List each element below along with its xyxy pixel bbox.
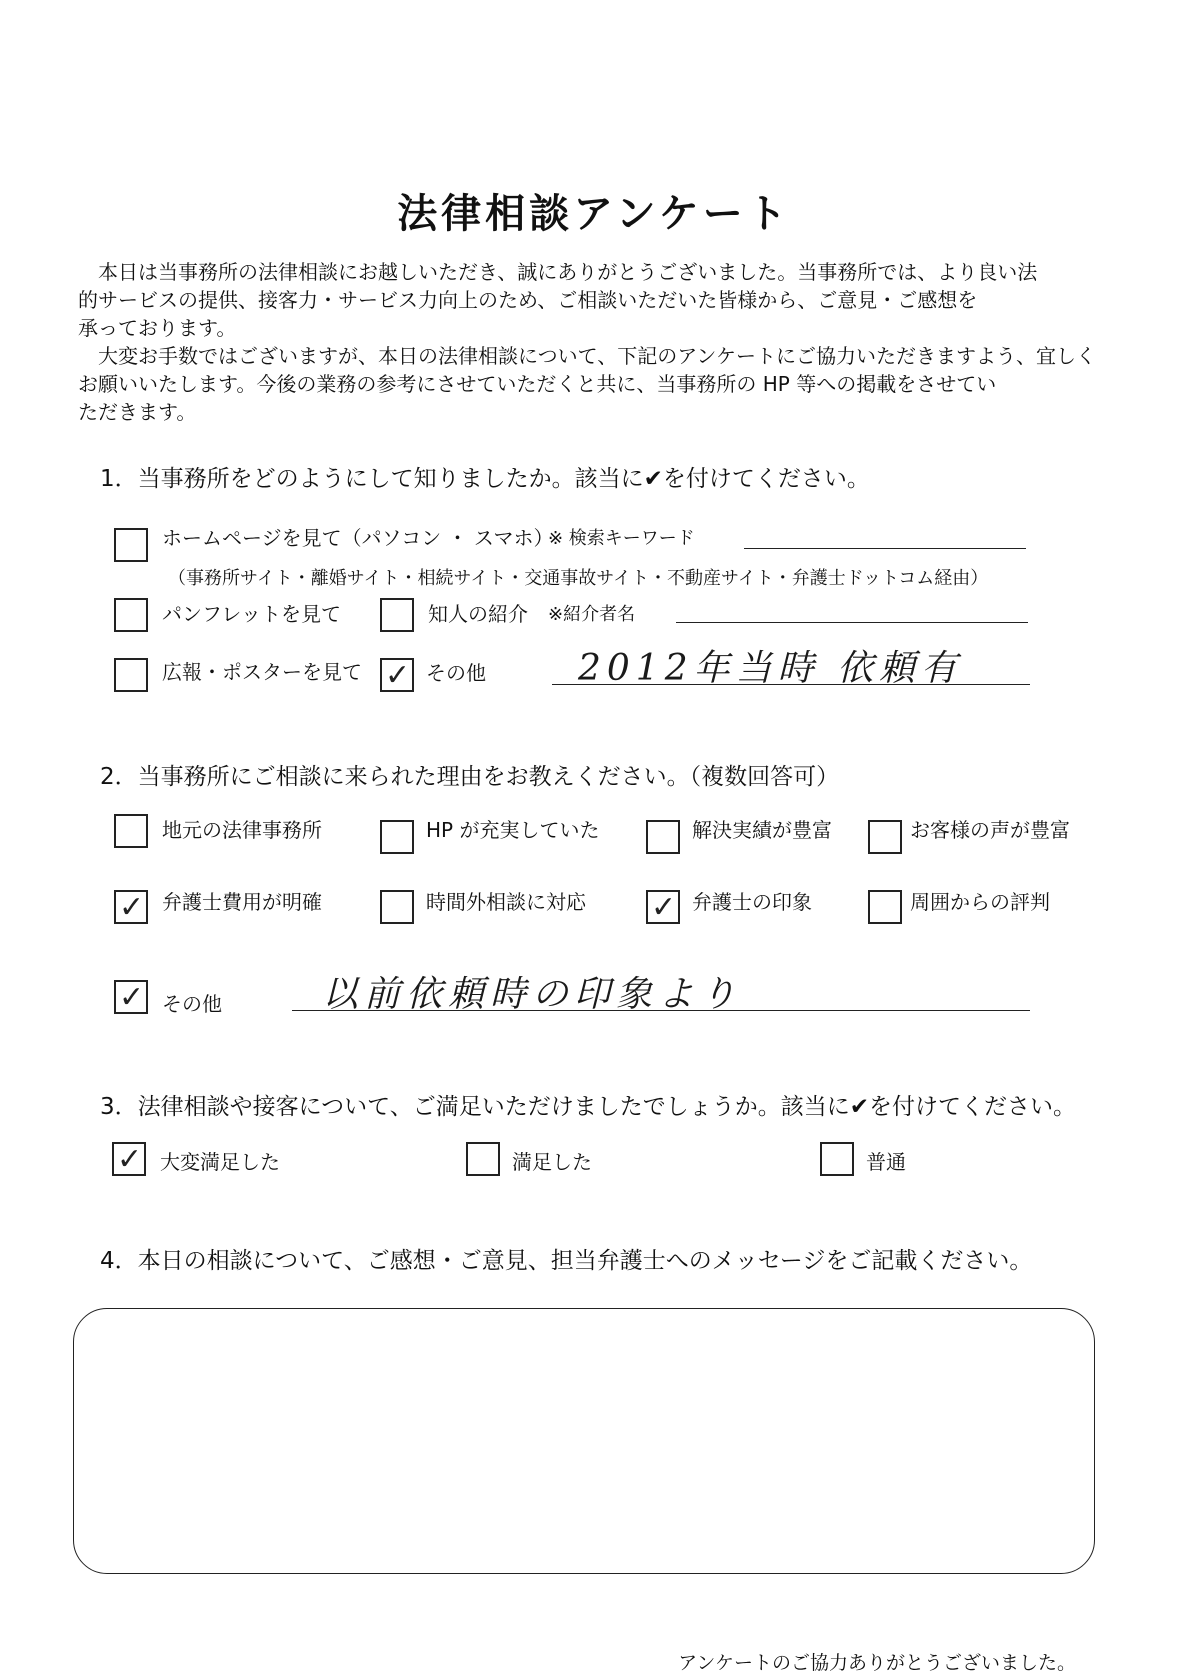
- q3-title: 3．法律相談や接客について、ご満足いただけましたでしょうか。該当に✔を付けてください。: [100, 1094, 1076, 1120]
- q1-other-answer: 2012年当時 依頼有: [578, 648, 964, 689]
- q2-option-checkbox[interactable]: [114, 890, 148, 924]
- q1-keyword-field[interactable]: [744, 548, 1026, 549]
- footer-thanks: アンケートのご協力ありがとうございました。: [678, 1652, 1076, 1674]
- q3-option-checkbox[interactable]: [466, 1142, 500, 1176]
- intro-p2-line2: お願いいたします。今後の業務の参考にさせていただくと共に、当事務所の HP 等への掲載をさせてい: [78, 372, 997, 396]
- q3-option-label: 大変満足した: [160, 1150, 280, 1174]
- q2-option-label: 時間外相談に対応: [426, 890, 586, 914]
- q2-option-label: 解決実績が豊富: [692, 818, 832, 842]
- checkmark-icon: ✓: [119, 890, 145, 925]
- q4-title: 4．本日の相談について、ご感想・ご意見、担当弁護士へのメッセージをご記載ください。: [100, 1248, 1033, 1274]
- q2-other-label: その他: [162, 992, 222, 1016]
- intro-p1-line2: 的サービスの提供、接客力・サービス力向上のため、ご相談いただいた皆様から、ご意見・ご感想を: [78, 288, 978, 312]
- q1-homepage-label: ホームページを見て（パソコン ・ スマホ）: [162, 526, 554, 550]
- q3-option-checkbox[interactable]: [820, 1142, 854, 1176]
- q2-option-checkbox[interactable]: [868, 820, 902, 854]
- q1-homepage-checkbox[interactable]: [114, 528, 148, 562]
- q4-comment-box[interactable]: [73, 1308, 1095, 1574]
- q2-option-checkbox[interactable]: [646, 890, 680, 924]
- q2-option-label: お客様の声が豊富: [910, 818, 1070, 842]
- q1-pamphlet-label: パンフレットを見て: [162, 602, 341, 626]
- page-title: 法律相談アンケート: [397, 191, 791, 237]
- intro-p1-line3: 承っております。: [78, 316, 237, 340]
- q2-option-label: 弁護士費用が明確: [162, 890, 322, 914]
- q1-pamphlet-checkbox[interactable]: [114, 598, 148, 632]
- checkmark-icon: ✓: [119, 980, 145, 1015]
- q1-referral-note: ※紹介者名: [548, 604, 636, 625]
- q1-poster-checkbox[interactable]: [114, 658, 148, 692]
- q2-option-checkbox[interactable]: [380, 890, 414, 924]
- q2-title: 2．当事務所にご相談に来られた理由をお教えください。（複数回答可）: [100, 764, 840, 790]
- q2-other-answer: 以前依頼時の印象より: [322, 974, 743, 1015]
- checkmark-icon: ✓: [385, 658, 411, 693]
- q2-option-label: HP が充実していた: [426, 818, 600, 842]
- q1-other-checkbox[interactable]: [380, 658, 414, 692]
- q3-option-checkbox[interactable]: [112, 1142, 146, 1176]
- checkmark-icon: ✓: [117, 1142, 143, 1177]
- q1-other-field[interactable]: [552, 684, 1030, 685]
- q3-option-label: 満足した: [512, 1150, 592, 1174]
- q1-homepage-sub: （事務所サイト・離婚サイト・相続サイト・交通事故サイト・不動産サイト・弁護士ドットコム経由）: [168, 568, 989, 589]
- checkmark-icon: ✓: [651, 890, 677, 925]
- q2-option-label: 地元の法律事務所: [162, 818, 322, 842]
- q2-option-checkbox[interactable]: [114, 814, 148, 848]
- q1-referral-checkbox[interactable]: [380, 598, 414, 632]
- q1-title: 1．当事務所をどのようにして知りましたか。該当に✔を付けてください。: [100, 466, 870, 492]
- q2-other-checkbox[interactable]: [114, 980, 148, 1014]
- intro-p1-line1: 本日は当事務所の法律相談にお越しいただき、誠にありがとうございました。当事務所では、より良い法: [98, 260, 1038, 284]
- q1-homepage-note: ※ 検索キーワード: [548, 528, 695, 549]
- q1-other-label: その他: [426, 661, 486, 685]
- q1-poster-label: 広報・ポスターを見て: [162, 660, 362, 684]
- intro-p2-line3: ただきます。: [78, 400, 197, 424]
- q2-option-checkbox[interactable]: [380, 820, 414, 854]
- q2-other-field[interactable]: [292, 1010, 1030, 1011]
- q2-option-label: 弁護士の印象: [692, 890, 812, 914]
- q2-option-checkbox[interactable]: [646, 820, 680, 854]
- q2-option-checkbox[interactable]: [868, 890, 902, 924]
- q3-option-label: 普通: [866, 1150, 906, 1174]
- q1-referrer-field[interactable]: [676, 622, 1028, 623]
- intro-p2-line1: 大変お手数ではございますが、本日の法律相談について、下記のアンケートにご協力いただきますよう、宜しく: [98, 344, 1096, 368]
- q2-option-label: 周囲からの評判: [910, 890, 1050, 914]
- q1-referral-label: 知人の紹介: [428, 602, 528, 626]
